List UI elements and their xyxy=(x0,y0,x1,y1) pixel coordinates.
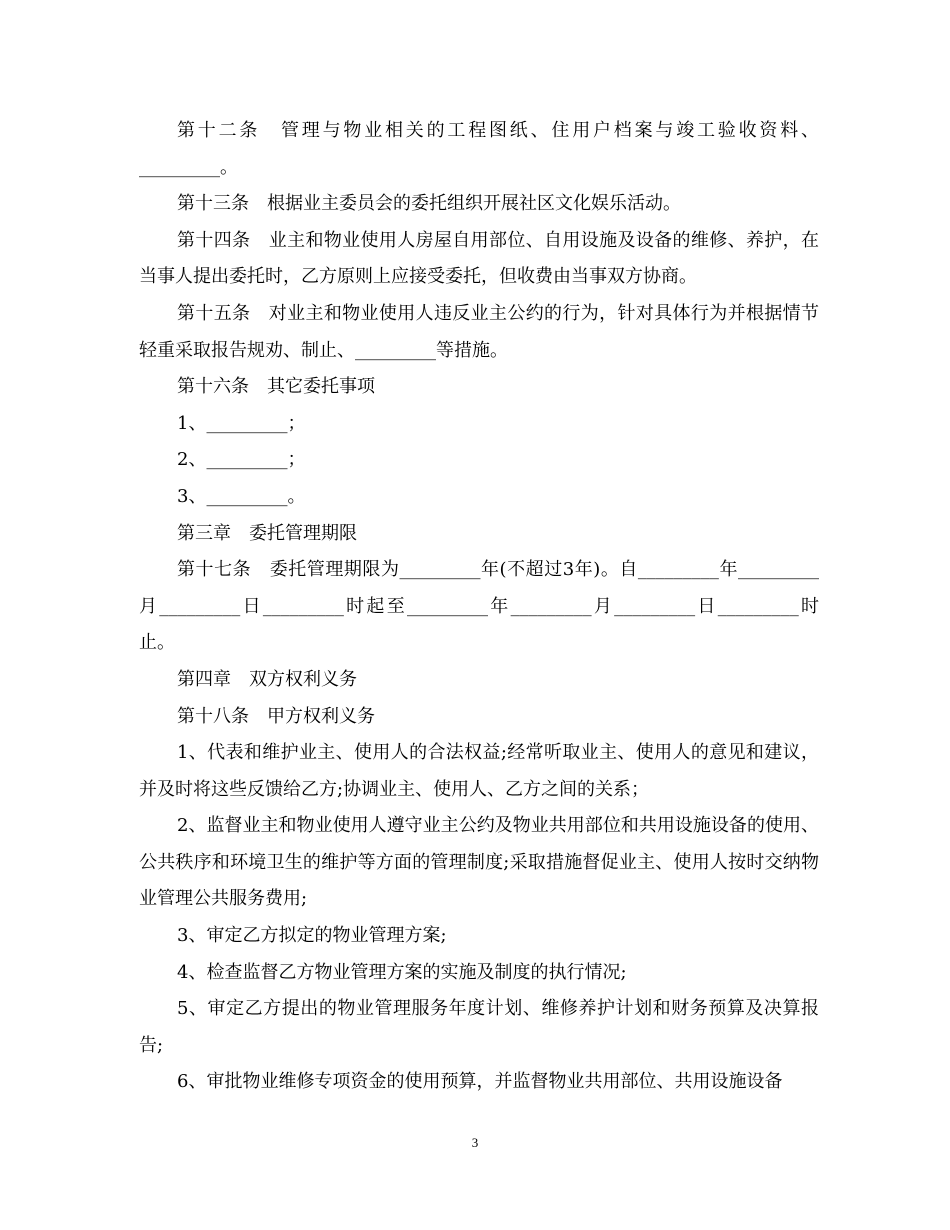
chapter-3-heading: 第三章 委托管理期限 xyxy=(177,522,357,544)
list-item: 3、审定乙方拟定的物业管理方案; xyxy=(177,925,447,947)
page-number: 3 xyxy=(471,1135,479,1150)
list-item: 4、检查监督乙方物业管理方案的实施及制度的执行情况; xyxy=(177,961,627,983)
chapter-4-heading: 第四章 双方权利义务 xyxy=(177,668,357,690)
article-14: 第十四条 业主和物业使用人房屋自用部位、自用设施及设备的维修、养护，在当事人提出委托时，乙方原则上应接受委托，但收费由当事双方协商。 xyxy=(139,229,819,288)
list-item: 3、_________。 xyxy=(177,485,306,507)
document-body xyxy=(139,113,819,1101)
list-item: 2、监督业主和物业使用人遵守业主公约及物业共用部位和共用设施设备的使用、公共秩序和环境卫生的维护等方面的管理制度;采取措施督促业主、使用人按时交纳物业管理公共服务费用; xyxy=(139,815,819,910)
article-13: 第十三条 根据业主委员会的委托组织开展社区文化娱乐活动。 xyxy=(177,193,681,215)
list-item: 1、代表和维护业主、使用人的合法权益;经常听取业主、使用人的意见和建议，并及时将这些反馈给乙方;协调业主、使用人、乙方之间的关系； xyxy=(139,742,819,800)
list-item: 6、审批物业维修专项资金的使用预算，并监督物业共用部位、共用设施设备 xyxy=(177,1071,783,1093)
article-12: 第十二条 管理与物业相关的工程图纸、住用户档案与竣工验收资料、_________。 xyxy=(139,120,819,178)
article-15: 第十五条 对业主和物业使用人违反业主公约的行为，针对具体行为并根据情节轻重采取报告规劝、制止、_________等措施。 xyxy=(139,302,819,361)
list-item: 1、_________； xyxy=(177,412,306,434)
list-item: 5、审定乙方提出的物业管理服务年度计划、维修养护计划和财务预算及决算报告; xyxy=(139,998,819,1056)
article-18: 第十八条 甲方权利义务 xyxy=(177,705,375,727)
list-item: 2、_________； xyxy=(177,449,306,471)
article-16: 第十六条 其它委托事项 xyxy=(177,376,375,398)
article-17: 第十七条 委托管理期限为_________年(不超过3年)。自_________年_________月_________日_________时起至_________年_________月_________日_________时止。 xyxy=(139,559,819,654)
